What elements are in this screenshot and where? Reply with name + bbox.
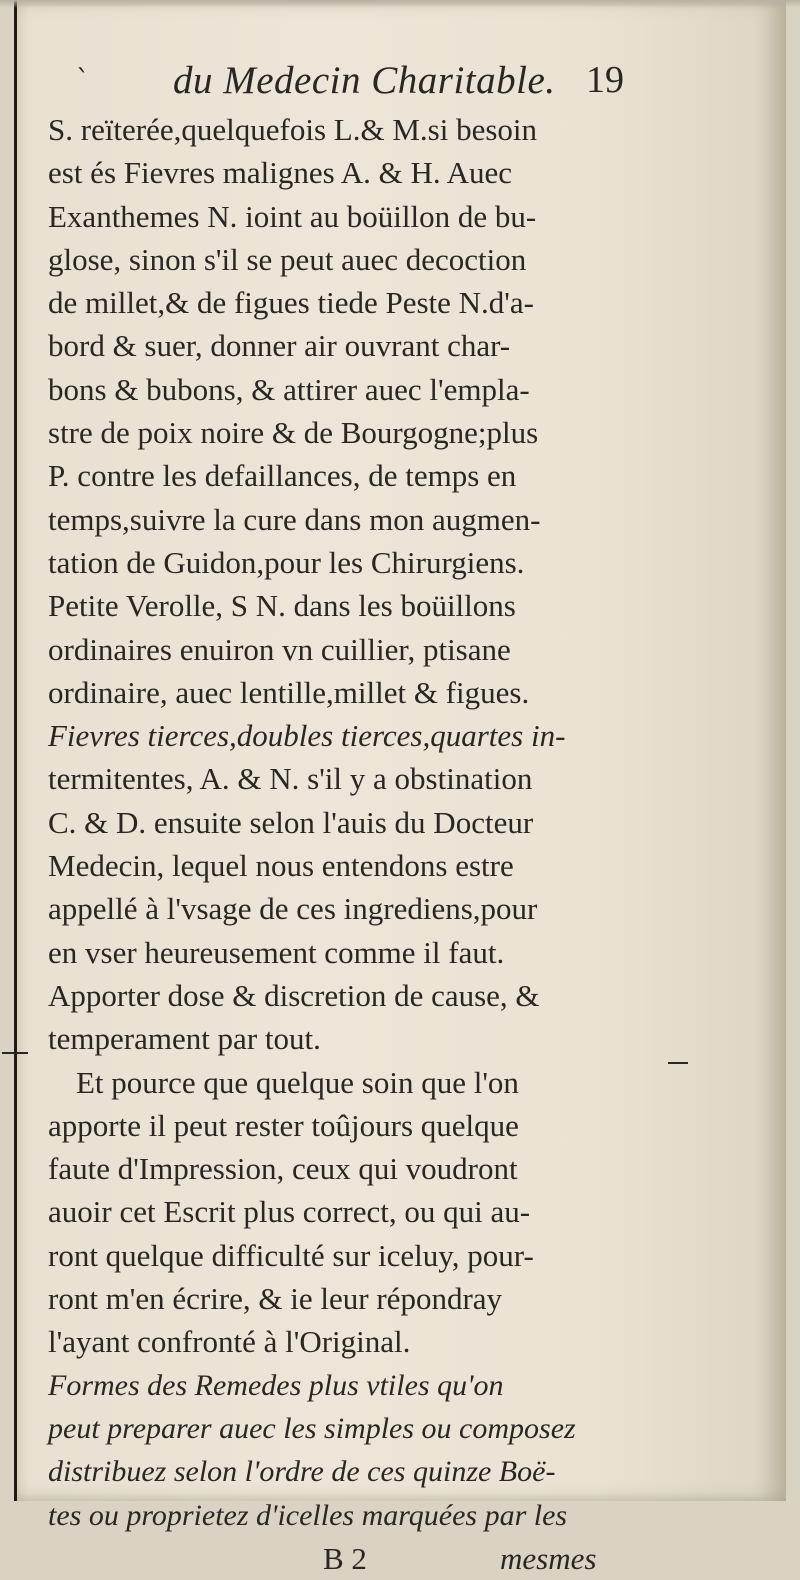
margin-tick-left <box>2 1052 28 1054</box>
italic-heading-line: Formes des Remedes plus vtiles qu'on <box>48 1368 504 1402</box>
text-line: Et pource que quelque soin que l'on <box>76 1064 519 1100</box>
signature-mark: B 2 <box>323 1540 367 1576</box>
text-line: Fievres tierces,doubles tierces,quartes in- <box>48 718 566 754</box>
header-mark: ` <box>76 64 90 97</box>
text-line: P. contre les defaillances, de temps en <box>48 458 517 494</box>
text-line: auoir cet Escrit plus correct, ou qui au- <box>48 1194 531 1230</box>
text-line: ront m'en écrire, & ie leur répondray <box>48 1281 503 1317</box>
text-line: tation de Guidon,pour les Chirurgiens. <box>48 544 525 580</box>
page-edge-rule <box>14 0 17 1501</box>
running-header <box>48 58 648 108</box>
italic-heading-line: distribuez selon l'ordre de ces quinze Boë- <box>48 1455 556 1489</box>
text-line: Medecin, lequel nous entendons estre <box>48 848 514 884</box>
text-line: Apporter dose & discretion de cause, & <box>48 977 540 1013</box>
page-top-shadow <box>0 0 800 8</box>
text-line: en vser heureusement comme il faut. <box>48 934 505 970</box>
text-line: Petite Verolle, S N. dans les boüillons <box>48 588 516 624</box>
text-line: est és Fievres malignes A. & H. Auec <box>48 155 513 191</box>
text-line: bord & suer, donner air ouvrant char- <box>48 328 511 364</box>
text-line: temperament par tout. <box>48 1021 321 1057</box>
page-text-block <box>48 58 648 1580</box>
text-line: ordinaires enuiron vn cuillier, ptisane <box>48 631 511 667</box>
text-line: ordinaire, auec lentille,millet & figues. <box>48 674 530 710</box>
text-line: faute d'Impression, ceux qui voudront <box>48 1151 518 1187</box>
running-title: du Medecin Charitable. <box>173 59 556 102</box>
text-line: Exanthemes N. ioint au boüillon de bu- <box>48 198 537 234</box>
text-line: stre de poix noire & de Bourgogne;plus <box>48 415 539 451</box>
catchword: mesmes <box>500 1540 597 1576</box>
margin-tick-right <box>668 1062 688 1064</box>
text-line: glose, sinon s'il se peut auec decoction <box>48 241 527 277</box>
text-line: S. reïterée,quelquefois L.& M.si besoin <box>48 112 538 147</box>
page-number: 19 <box>586 59 624 101</box>
text-line: termitentes, A. & N. s'il y a obstination <box>48 761 533 797</box>
text-line: ront quelque difficulté sur iceluy, pour- <box>48 1237 534 1273</box>
text-line: bons & bubons, & attirer auec l'empla- <box>48 371 530 407</box>
text-line: l'ayant confronté à l'Original. <box>48 1324 411 1360</box>
text-line: apporte il peut rester toûjours quelque <box>48 1107 519 1143</box>
text-line: C. & D. ensuite selon l'auis du Docteur <box>48 804 534 840</box>
italic-heading-line: peut preparer auec les simples ou composez <box>48 1411 576 1445</box>
text-line: temps,suivre la cure dans mon augmen- <box>48 501 541 537</box>
italic-heading-line: tes ou proprietez d'icelles marquées par les <box>48 1498 568 1532</box>
page-footer <box>48 1537 648 1580</box>
text-line: appellé à l'vsage de ces ingrediens,pour <box>48 891 538 927</box>
text-line: de millet,& de figues tiede Peste N.d'a- <box>48 285 534 321</box>
